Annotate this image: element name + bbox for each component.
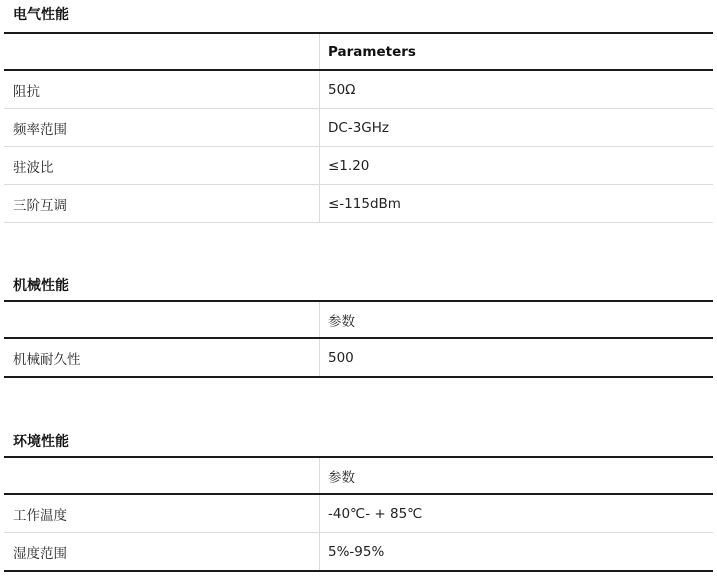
header-name-cell xyxy=(4,301,320,338)
row-value-cell: ≤1.20 xyxy=(320,147,714,185)
row-name-cell: 频率范围 xyxy=(4,109,320,147)
table-row xyxy=(4,70,713,109)
electrical-table xyxy=(4,32,713,223)
table-row xyxy=(4,533,713,572)
row-name-cell: 阻抗 xyxy=(4,70,320,109)
table-header-row xyxy=(4,33,713,70)
header-value-cell: 参数 xyxy=(320,457,714,494)
table-row xyxy=(4,147,713,185)
row-name-cell: 三阶互调 xyxy=(4,185,320,223)
row-name-cell: 驻波比 xyxy=(4,147,320,185)
table-row xyxy=(4,494,713,533)
header-name-cell xyxy=(4,33,320,70)
environmental-table xyxy=(4,456,713,572)
row-value-cell: ≤-115dBm xyxy=(320,185,714,223)
table-row xyxy=(4,185,713,223)
row-value-cell: DC-3GHz xyxy=(320,109,714,147)
row-value-cell: 50Ω xyxy=(320,70,714,109)
section-title-mechanical: 机械性能 xyxy=(13,278,69,294)
section-title-electrical: 电气性能 xyxy=(13,7,69,23)
section-title-environmental: 环境性能 xyxy=(13,434,69,450)
row-name-cell: 湿度范围 xyxy=(4,533,320,572)
row-value-cell: 5%-95% xyxy=(320,533,714,572)
mechanical-table xyxy=(4,300,713,378)
row-value-cell: -40℃- + 85℃ xyxy=(320,494,714,533)
table-row xyxy=(4,338,713,377)
row-name-cell: 工作温度 xyxy=(4,494,320,533)
table-header-row xyxy=(4,301,713,338)
table-row xyxy=(4,109,713,147)
row-name-cell: 机械耐久性 xyxy=(4,338,320,377)
header-value-cell: Parameters xyxy=(320,33,714,70)
table-header-row xyxy=(4,457,713,494)
header-value-cell: 参数 xyxy=(320,301,714,338)
row-value-cell: 500 xyxy=(320,338,714,377)
header-name-cell xyxy=(4,457,320,494)
